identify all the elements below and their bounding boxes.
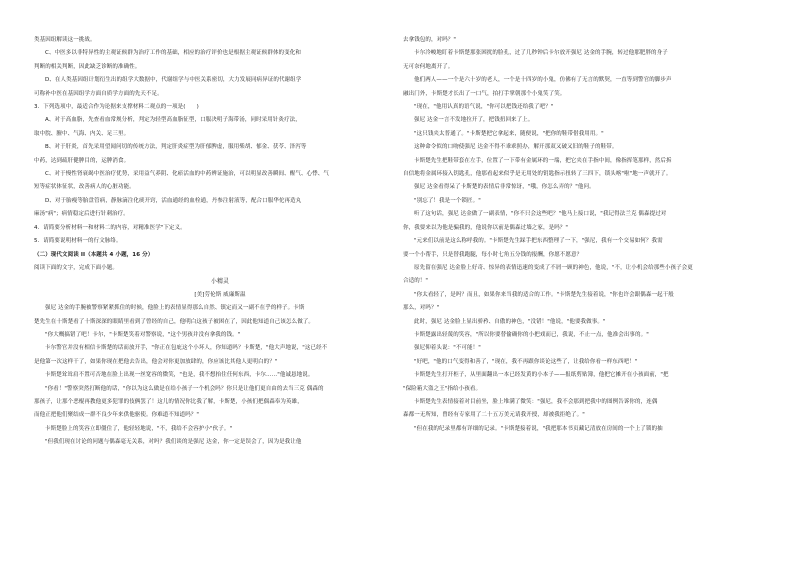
- right-text-line: 卡尔冷峻地盯着卡斯楚那张困扰的脸孔，过了几秒钟后卡尔放开强尼 达金的手腕，转过他那肥胖的身子: [414, 50, 668, 57]
- left-text-line: A、对于高血脂，先查看血常规分析，判定为轻型高血脂征型，口服决明子海带汤，同时采用针灸疗法，: [45, 117, 301, 124]
- left-text-line: 取中脘、膻中、气海、内关、足三里。: [34, 130, 130, 137]
- right-text-line: 卡斯楚先生打开柜子，从里面翻出一本已经发黄的小本子——报纸剪贴簿，他把它摊开在小孩面前，"把: [414, 372, 669, 379]
- left-text-line: 阅读下面的文字，完成下面小题。: [34, 264, 119, 271]
- left-text-line: 卡斯楚耸耸肩不置可否地在脸上出现一丝宽容的微笑，"也是，我不想抬住任何东西，卡尔……"他诚恳地说。: [45, 372, 314, 379]
- right-text-line: "这只钱夹太普通了。"卡斯楚把它拿起来，随便说，"把你的鞋带借我用用。": [414, 130, 604, 137]
- right-text-line: 原先留在强尼 达金脸上好奇、惊异的表情迅速的变成了不屑一顾的神色，他说，"不，让小机会给那些小孩子会更: [414, 264, 693, 271]
- left-text-line: [美]劳伦斯 威廉斯温: [194, 291, 246, 298]
- right-text-line: 卡斯楚先生表情接着对目前坐，脸上堆满了微笑："强尼，我不会那到把我中的图例告诉你的，连偶: [414, 398, 658, 405]
- right-text-line: "你太看轻了，是吗？而且，如果你来当我的适合的工作。"卡斯楚先生接着说，"你也许会跟偶森一起干般: [414, 291, 674, 298]
- left-text-line: 而他正把他们聚结成一群不良少年来供他驱使。你难道不知道吗？": [34, 412, 200, 419]
- left-text-line: 判断的相关判断，因此缺乏诊断的准确性。: [34, 63, 141, 70]
- left-text-line: 是他第一次这样干了，如果你现在把他去告出，他会对你更加放肆的，你应该比其他人更明白的？": [34, 358, 278, 365]
- left-text-line: 那孩子，让那个恶棍再教他更多犯罪的伎俩罢了！这儿的情况你比我了解，卡斯楚，小孩们把偶森奉为英雄，: [34, 398, 303, 405]
- left-text-line: B、对于肝炎，首先采用望闻问切的传统方法，判定肝炎症型为肝郁脾虚，服用柴胡、郁金、茯苓、泽泻等: [45, 144, 307, 151]
- right-text-line: 听了这句话，强尼 达金做了一副表情，"你不只会这些吧？"他马上接口说，"我记得法兰克 偶森提过对: [414, 211, 667, 218]
- right-column: [403, 34, 775, 436]
- right-text-line: 自信地将金属环接入钥匙孔，他那看起来似乎是无用处的钥匙指示扭转了三四下，锁头喀"啦"地一声就开了。: [403, 171, 672, 178]
- right-text-line: 去拿钱包的，对吗？": [403, 37, 457, 43]
- right-text-line: 要一个小帮手，只是替我跑腿，每小时七角五分钱的报酬，你愿不愿意？: [403, 251, 583, 258]
- right-text-line: 森都一无所知，曾经有专家用了二十五万美元请我开授，却被我拒绝了。": [403, 412, 585, 419]
- right-text-line: 此时，强尼 达金脸上显出骄矜、自傲的神色，"没错！"他说，"他要我做事。": [414, 318, 606, 325]
- right-text-line: 卡斯楚露出轻蔑的笑容，"所以你要替偷确你的小把戏而已，我说，不止一点，他准会出事的。": [414, 331, 649, 338]
- right-text-line: 无可奈何地离开了。: [403, 63, 454, 70]
- right-text-line: "保险箱大盗之王"指给小孩看。: [403, 385, 482, 392]
- right-text-line: "元来们以前是这么称呼我的。"卡斯楚先生踩手把东西整理了一下，"强尼，我有一个交易如何？我需: [414, 238, 663, 245]
- left-text-line: 卡尔警官并没有相信卡斯楚的话而放开手，"你正在包庇这个小坏人，你知道吗？卡斯楚，"他大声地说，"这已经不: [45, 345, 328, 352]
- left-text-line: "但我们现在讨论的问题与偶森毫无关系，对吗？我们谈的是强尼 达金，你一定是误会了，因为是我让他: [45, 439, 302, 446]
- right-text-line: "现在，"他用认真的语气说，"你可以把钱还给我了吧？": [414, 104, 554, 111]
- right-text-line: 合适的！": [403, 278, 429, 285]
- right-text-line: 他们两人——一个是六十岁的老人，一个是十四岁的小鬼，仿佛有了无言的默契，一直等到警官的脚步声: [414, 77, 672, 84]
- left-text-line: C、对于慢性肾衰竭中医治疗优势，采用益气养阴、化瘀活血的中药辨证施治，可以明显改善瞬间、醒气、心悸、气: [45, 171, 329, 178]
- left-text-line: 可称补中医在基因组学方面自质学方面的先天不足。: [34, 90, 163, 97]
- left-text-line: 短等症状体征状，改善病人的心脏功能。: [34, 184, 135, 191]
- left-text-line: 4．请简要分析材料一和材料二的内容，对精准医学"下定义。: [34, 224, 186, 231]
- left-text-line: （二）现代文阅读 II（本题共 4 小题，16 分）: [34, 251, 154, 258]
- left-text-line: 中药，达到疏肝健脾目的，运脾消食。: [34, 157, 130, 164]
- right-text-line: "别忘了！我是一个锁匠。": [414, 197, 481, 204]
- left-text-line: 麻汤"病"；病情稳定后进行针刺治疗。: [34, 211, 129, 218]
- right-text-line: 强尼仰着头说："不可能！": [414, 345, 481, 352]
- right-text-line: "但在我的纪录里都有详细的记录。"卡斯楚接着说，"我把那本书页藏记清放在房间的一个上了锁的抽: [414, 425, 663, 432]
- left-text-line: D、对于胎瘦等胎盘管病，静脉滴注化痰开窍，活血通经的血栓通，丹参注射液等，配合口服华佗再造丸: [45, 197, 302, 204]
- right-text-line: 融出门外，卡斯楚才长出了一口气，拍打手掌朝那个小鬼笑了笑。: [403, 90, 566, 97]
- right-text-line: 强尼 达金看得呆了卡斯楚的表情后非常惊讶，"哦，你怎么弄的？"他问。: [414, 184, 595, 191]
- right-text-line: "好吧，"他的口气变得和善了，"现在，我不再跟你谈论这些了，让我给你看一样东西吧！": [414, 358, 638, 365]
- right-text-line: 强尼 达金一言不发地拉开了，把钱扭回来了上。: [414, 117, 534, 124]
- left-text-line: 强尼 达金的手腕被警察紧紧抓住的时候，他脸上的表情显得那么自然、镇定而又一副不在乎的样子。卡斯: [45, 305, 305, 312]
- left-text-line: D、在人类基因组计划衍生出的组学大数据中，代谢组学与中医关系密切，大力发展同病异证的代谢组学: [45, 77, 302, 84]
- left-text-line: 楚先生在十斯楚看了十斯深深的眼睛里看到了曾经的自己，他明白这孩子被困在了，因此他知道自己该怎么做了。: [34, 318, 315, 325]
- left-text-line: 5．请简要说明材料一的行文脉络。: [34, 238, 122, 245]
- right-text-line: 这种命令似的口吻使强尼 达金不得不乖乖照办，解开那双又破又旧的鞋子的鞋带。: [414, 144, 618, 151]
- left-text-line: "你看！"警察突然打断他的话，"你以为这么做是在给小孩子一个机会吗？你只是让他们更自由的去当三克 偶森的: [45, 385, 324, 392]
- left-text-line: "你大概搞错了吧！卡尔，"卡斯楚笑着对警察说，"这个男孩并没有拿我的钱。": [45, 331, 241, 338]
- right-text-line: 你，我要来以为他是骗我的，他说你以前是偶森过墙之家，是吗？": [403, 224, 569, 231]
- left-text-line: 类基因组解读这一挑战。: [34, 37, 96, 43]
- right-text-line: 卡斯楚先生把鞋带套在左手，位置了一下带有金属环的一端，把它夹在手指中间，像指挥笔那样，然后拆: [414, 157, 672, 164]
- left-text-line: 小精灵: [210, 278, 230, 286]
- right-text-line: 那么，对吗？": [403, 305, 440, 312]
- left-column: [34, 34, 406, 450]
- left-text-line: 3．下列选项中，最适合作为论据来支撑材料二观点的一项是( ): [34, 104, 199, 111]
- left-text-line: 卡斯楚脸上的笑容立即僵住了，他轻轻地说，"不，我给不会容护小"伙子。": [45, 425, 233, 432]
- left-text-line: C、中医多以非特异性的主观证候群为治疗工作的基础，相应的治疗评价也是根据主观证候群体的变化和: [45, 50, 301, 57]
